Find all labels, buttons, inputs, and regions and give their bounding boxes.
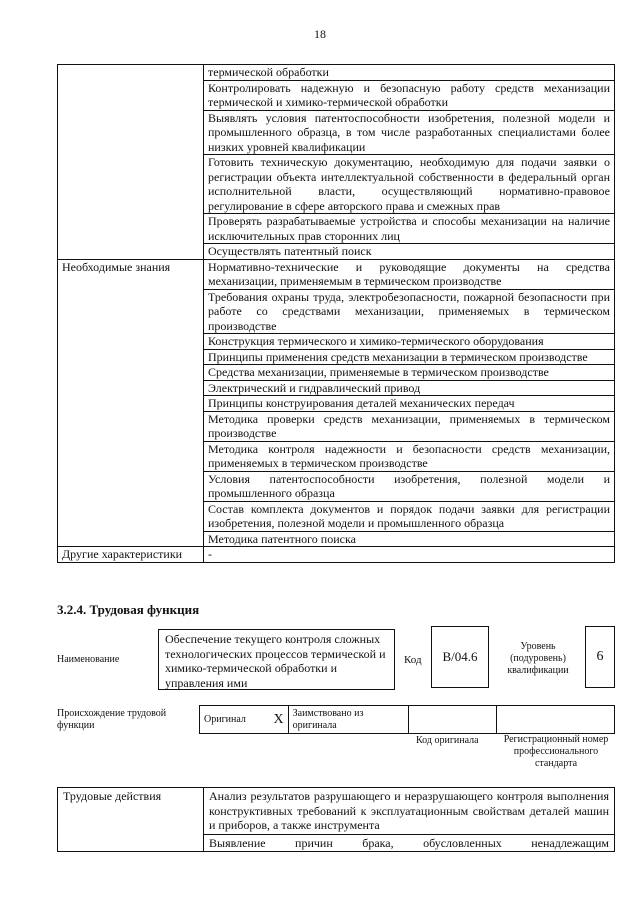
table-cell: Готовить техническую документацию, необходимую для подачи заявки о регистрации объекта интеллектуальной собственности в федеральный орган исполнительной власти, осуществляющий нормативно-правовое регулирование в сфере авторского права и смежных прав [204,155,615,214]
table-row [58,788,615,835]
function-name-box: Обеспечение текущего контроля сложных технологических процессов термической и химико-термической обработки и управления ими [158,629,395,690]
original-mark: X [270,706,289,734]
skills-knowledge-table [57,64,615,563]
table-cell: Средства механизации, применяемые в термическом производстве [204,365,615,381]
table-cell: Принципы применения средств механизации в термическом производстве [204,349,615,365]
qualification-level-label: Уровень (подуровень) квалификации [507,641,569,676]
table-cell: Методика патентного поиска [204,531,615,547]
page-number: 18 [314,27,326,41]
code-original-caption: Код оригинала [416,735,479,746]
required-knowledge-label: Необходимые знания [58,259,204,547]
original-label: Оригинал [200,706,270,734]
table-cell: Конструкция термического и химико-термического оборудования [204,334,615,350]
labor-actions-label: Трудовые действия [58,788,204,852]
table-cell: Электрический и гидравлический привод [204,380,615,396]
table-cell: Проверять разрабатываемые устройства и способы механизации на наличие исключительных прав сторонних лиц [204,214,615,244]
table-cell: Принципы конструирования деталей механических передач [204,396,615,412]
table-cell: термической обработки [204,65,615,81]
code-label: Код [404,654,422,666]
section-title: 3.2.4. Трудовая функция [57,602,200,617]
table-cell: Условия патентоспособности изобретения, полезной модели и промышленного образца [204,471,615,501]
table-cell: Контролировать надежную и безопасную работу средств механизации термической и химико-термической обработки [204,80,615,110]
table-cell: Выявлять условия патентоспособности изобретения, полезной модели и промышленного образца, в том числе разработанных специалистами более низких уровней квалификации [204,110,615,155]
table-cell: Состав комплекта документов и порядок подачи заявки для регистрации изобретения, полезной модели и промышленного образца [204,501,615,531]
table-row [200,706,615,734]
table-cell: Методика контроля надежности и безопасности средств механизации, применяемых в термическом производстве [204,441,615,471]
table-cell: - [204,547,615,563]
table-row [58,547,615,563]
other-characteristics-label: Другие характеристики [58,547,204,563]
borrowed-label: Заимствовано из оригинала [288,706,408,734]
labor-actions-table [57,787,615,852]
code-box: B/04.6 [431,626,489,688]
reg-number-caption: Регистрационный номер профессионального стандарта [503,734,609,769]
table-row [58,65,615,81]
qualification-level-box: 6 [585,626,615,688]
table-cell: Выявление причин брака, обусловленных ненадлежащим [204,834,615,852]
table-cell: Требования охраны труда, электробезопасности, пожарной безопасности при работе со средствами механизации, применяемых в термическом производстве [204,289,615,334]
origin-table [199,705,615,734]
name-label: Наименование [57,654,120,665]
table-cell: Осуществлять патентный поиск [204,244,615,260]
code-original-cell [408,706,496,734]
origin-label: Происхождение трудовой функции [57,708,167,731]
table-cell: Анализ результатов разрушающего и неразрушающего контроля выполнения конструктивных требований к эксплуатационным свойствам деталей машин и приборов, а также инструмента [204,788,615,835]
table-row [58,259,615,289]
row-label-cell [58,65,204,260]
table-cell: Методика проверки средств механизации, применяемых в термическом производстве [204,411,615,441]
reg-number-cell [496,706,614,734]
table-cell: Нормативно-технические и руководящие документы на средства механизации, применяемым в термическом производстве [204,259,615,289]
